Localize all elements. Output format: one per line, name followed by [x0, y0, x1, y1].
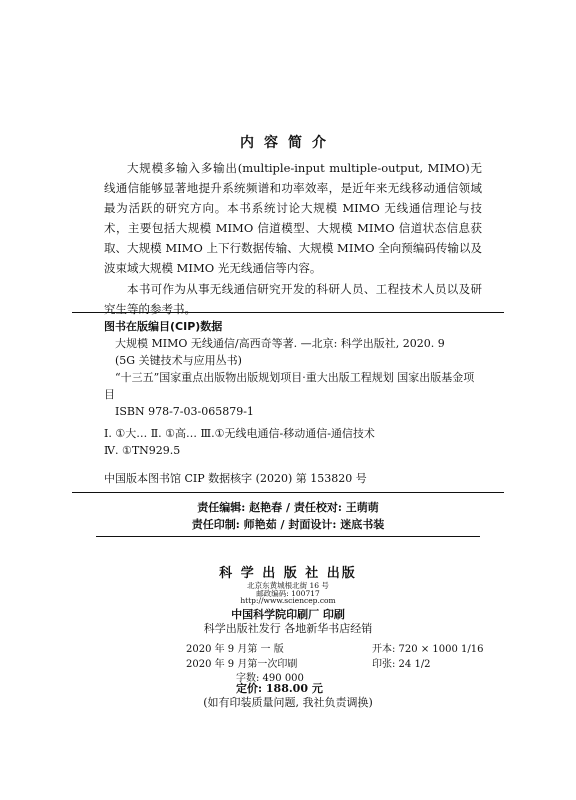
intro-paragraph-2: 本书可作为从事无线通信研究开发的科研人员、工程技术人员以及研究生等的参考书。	[104, 282, 482, 316]
cip-classification-2: Ⅳ. ①TN929.5	[104, 444, 181, 457]
printing-text: 2020 年 9 月第一次印刷	[186, 659, 298, 670]
editors-line-1: 责任编辑: 赵艳春 / 责任校对: 王萌萌	[197, 501, 379, 514]
intro-title: 内容简介	[240, 135, 336, 151]
cip-project-line: “十三五”国家重点出版物出版规划项目·重大出版工程规划 国家出版基金项目	[104, 371, 475, 401]
price-text: 定价: 188.00 元	[236, 682, 323, 695]
cip-block	[104, 318, 484, 459]
cip-isbn: ISBN 978-7-03-065879-1	[115, 405, 254, 418]
publisher-name: 科 学 出 版 社 出版	[219, 566, 357, 581]
intro-body	[104, 158, 482, 319]
divider-middle	[72, 492, 504, 493]
publisher-address: 北京东黄城根北街 16 号	[247, 581, 329, 590]
printer-name: 中国科学院印刷厂 印刷	[231, 608, 345, 621]
intro-paragraph-1: 大规模多输入多输出(multiple-input multiple-output, MIMO)无线通信能够显著地提升系统频谱和功率效率，是近年来无线移动通信领域最为活跃的研究方向。本书系统讨论大规模 MIMO 无线通信理论与技术，主要包括大规模 MIMO 信道模型、大规模 MIMO 信道状态信息获取、大规模 MIMO 上下行数据传输、大规模 MIMO 全向预编码传输以及波束域大规模 MIMO 光无线通信等内容。	[104, 161, 482, 275]
cip-classification-1: Ⅰ. ①大… Ⅱ. ①高… Ⅲ.①无线电通信-移动通信-通信技术	[104, 427, 375, 440]
spec-row-2	[186, 655, 431, 670]
sheets-text: 印张: 24 1/2	[372, 659, 431, 670]
distribution-line: 科学出版社发行 各地新华书店经销	[203, 622, 373, 635]
publisher-postcode: 邮政编码: 100717	[256, 589, 320, 598]
cip-number: 中国版本图书馆 CIP 数据核字 (2020) 第 153820 号	[104, 472, 367, 485]
cip-heading: 图书在版编目(CIP)数据	[104, 320, 223, 333]
spec-row-1	[186, 640, 483, 655]
edition-text: 2020 年 9 月第 一 版	[186, 644, 284, 655]
cip-series-line: (5G 关键技术与应用丛书)	[115, 354, 242, 367]
format-text: 开本: 720 × 1000 1/16	[372, 644, 484, 655]
editors-line-2: 责任印制: 师艳茹 / 封面设计: 迷底书装	[191, 518, 385, 531]
cip-title-line: 大规模 MIMO 无线通信/高西奇等著. —北京: 科学出版社, 2020. 9	[115, 337, 445, 350]
divider-top	[72, 312, 504, 313]
words-text: 字数: 490 000	[236, 673, 304, 684]
quality-notice: (如有印装质量问题, 我社负责调换)	[203, 696, 373, 709]
publisher-website: http://www.sciencep.com	[240, 596, 336, 605]
divider-bottom	[96, 536, 480, 537]
